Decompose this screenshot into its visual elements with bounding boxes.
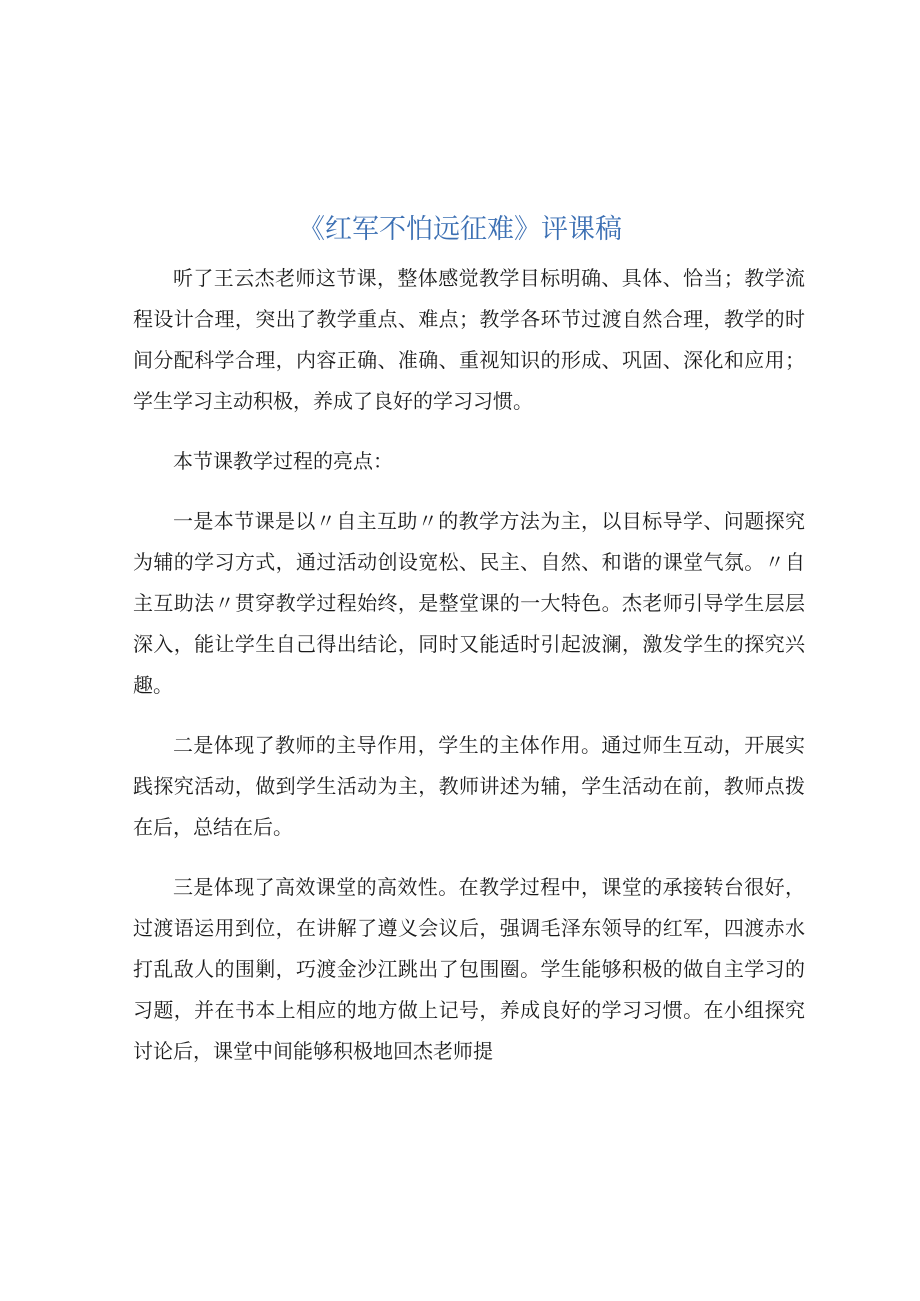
document-body	[133, 258, 805, 1072]
paragraph-highlights-heading: 本节课教学过程的亮点：	[173, 449, 393, 473]
paragraph-overview: 听了王云杰老师这节课，整体感觉教学目标明确、具体、恰当；教学流程设计合理，突出了教学重点、难点；教学各环节过渡自然合理，教学的时间分配科学合理，内容正确、准确、重视知识的形成、巩固、深化和应用；学生学习主动积极，养成了良好的学习习惯。	[133, 266, 805, 413]
paragraph-point-two: 二是体现了教师的主导作用，学生的主体作用。通过师生互动，开展实践探究活动，做到学生活动为主，教师讲述为辅，学生活动在前，教师点拨在后，总结在后。	[133, 733, 805, 839]
paragraph-point-one: 一是本节课是以〃自主互助〃的教学方法为主，以目标导学、问题探究为辅的学习方式，通过活动创设宽松、民主、自然、和谐的课堂气氛。〃自主互助法〃贯穿教学过程始终，是整堂课的一大特色。杰老师引导学生层层深入，能让学生自己得出结论，同时又能适时引起波澜，激发学生的探究兴趣。	[133, 509, 805, 697]
document-title: 《红军不怕远征难》评课稿	[298, 214, 622, 245]
paragraph-point-three: 三是体现了高效课堂的高效性。在教学过程中，课堂的承接转台很好，过渡语运用到位，在讲解了遵义会议后，强调毛泽东领导的红军，四渡赤水打乱敌人的围剿，巧渡金沙江跳出了包围圈。学生能够积极的做自主学习的习题，并在书本上相应的地方做上记号，养成良好的学习习惯。在小组探究讨论后，课堂中间能够积极地回杰老师提	[133, 875, 805, 1063]
